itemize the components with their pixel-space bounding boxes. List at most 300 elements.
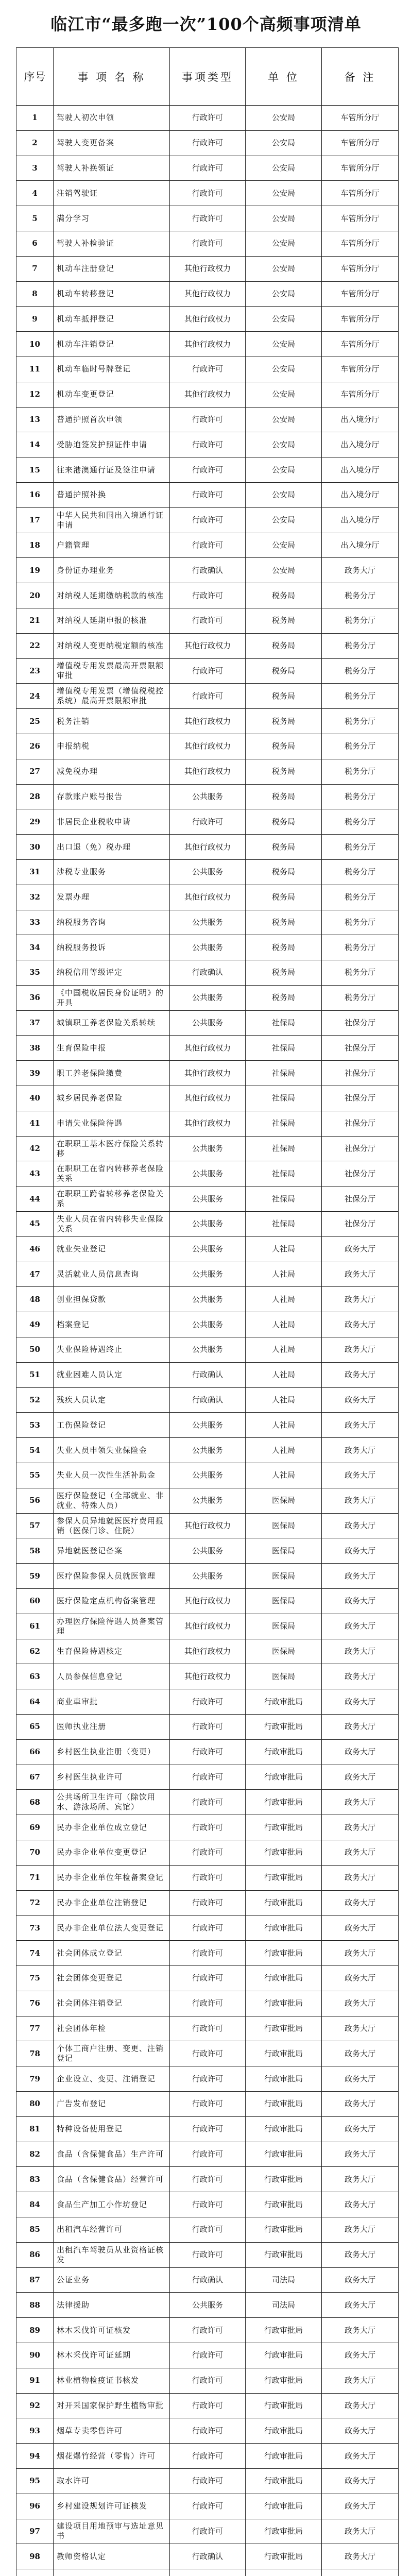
cell-item-name: 增值税专用发票（增值税税控系统）最高开票限额审批	[54, 684, 170, 709]
cell-seq: 25	[16, 709, 54, 734]
table-row	[16, 382, 399, 407]
cell-seq: 3	[16, 156, 54, 181]
cell-unit: 医保局	[246, 1513, 322, 1538]
cell-seq: 88	[16, 2293, 54, 2318]
cell-unit: 司法局	[246, 2267, 322, 2293]
cell-unit: 行政审批局	[246, 2091, 322, 2116]
cell-unit: 行政审批局	[246, 2217, 322, 2242]
table-row	[16, 1438, 399, 1463]
table-row	[16, 407, 399, 432]
cell-note: 税务分厅	[322, 809, 399, 835]
cell-unit: 人社局	[246, 1438, 322, 1463]
cell-item-type: 行政许可	[170, 658, 246, 684]
cell-note: 政务大厅	[322, 1513, 399, 1538]
cell-item-name: 对纳税人变更纳税定额的核准	[54, 633, 170, 658]
table-row	[16, 1815, 399, 1840]
table-row	[16, 156, 399, 181]
table-row	[16, 1287, 399, 1312]
cell-note: 税务分厅	[322, 633, 399, 658]
cell-item-name: 食品（含保健食品）经营许可	[54, 2167, 170, 2192]
cell-item-type: 其他行政权力	[170, 1664, 246, 1689]
cell-unit: 社保局	[246, 1111, 322, 1136]
cell-seq: 27	[16, 759, 54, 784]
cell-item-name: 乡村医生执业许可	[54, 1765, 170, 1790]
cell-item-name: 城乡居民养老保险	[54, 1086, 170, 1111]
cell-item-type: 公共服务	[170, 1413, 246, 1438]
cell-item-name: 申请失业保险待遇	[54, 1111, 170, 1136]
cell-seq: 85	[16, 2217, 54, 2242]
table-row	[16, 2091, 399, 2116]
table-row	[16, 457, 399, 483]
cell-unit: 行政审批局	[246, 1890, 322, 1916]
cell-unit: 行政审批局	[246, 2192, 322, 2217]
cell-note: 政务大厅	[322, 2418, 399, 2444]
cell-unit: 医保局	[246, 1538, 322, 1564]
cell-item-type: 公共服务	[170, 1262, 246, 1287]
cell-item-type: 行政许可	[170, 2444, 246, 2469]
cell-item-type: 行政许可	[170, 130, 246, 156]
cell-item-name: 就业失业登记	[54, 1236, 170, 1262]
cell-item-type: 公共服务	[170, 1187, 246, 1212]
cell-seq: 12	[16, 382, 54, 407]
cell-item-name: 《中国税收居民身份证明》的开具	[54, 985, 170, 1010]
table-row	[16, 1036, 399, 1061]
table-row	[16, 885, 399, 910]
cell-item-type: 行政许可	[170, 2343, 246, 2368]
cell-item-type: 其他行政权力	[170, 256, 246, 281]
cell-seq: 17	[16, 507, 54, 533]
table-row	[16, 2242, 399, 2267]
cell-item-type: 行政许可	[170, 583, 246, 608]
cell-seq: 48	[16, 1287, 54, 1312]
cell-item-name: 林业植物检疫证书核发	[54, 2368, 170, 2393]
table-row	[16, 206, 399, 231]
cell-note: 出入境分厅	[322, 432, 399, 457]
cell-seq: 55	[16, 1463, 54, 1488]
cell-item-type: 行政许可	[170, 206, 246, 231]
cell-note: 政务大厅	[322, 558, 399, 583]
cell-note: 社保分厅	[322, 1212, 399, 1237]
cell-seq: 41	[16, 1111, 54, 1136]
cell-note: 政务大厅	[322, 1865, 399, 1890]
header-name: 事 项 名 称	[54, 48, 170, 106]
table-row	[16, 809, 399, 835]
cell-item-type: 行政许可	[170, 533, 246, 558]
cell-seq: 8	[16, 281, 54, 307]
table-row	[16, 1715, 399, 1740]
cell-item-name: 普通护照补换	[54, 482, 170, 507]
cell-unit: 公安局	[246, 507, 322, 533]
cell-item-name: 涉税专业服务	[54, 859, 170, 885]
cell-seq: 96	[16, 2494, 54, 2519]
table-row	[16, 859, 399, 885]
table-row	[16, 2192, 399, 2217]
cell-item-type: 行政确认	[170, 960, 246, 986]
cell-item-name: 在职职工在省内转移养老保险关系	[54, 1161, 170, 1187]
cell-item-name: 在职职工基本医疗保险关系转移	[54, 1136, 170, 1161]
cell-item-type: 公共服务	[170, 1212, 246, 1237]
cell-item-name: 食品（含保健食品）生产许可	[54, 2142, 170, 2167]
cell-item-name: 创业担保贷款	[54, 1287, 170, 1312]
cell-item-type: 行政许可	[170, 1865, 246, 1890]
cell-note: 政务大厅	[322, 1739, 399, 1765]
cell-unit: 公安局	[246, 206, 322, 231]
cell-seq: 83	[16, 2167, 54, 2192]
cell-seq: 34	[16, 935, 54, 960]
cell-note: 税务分厅	[322, 684, 399, 709]
table-row	[16, 1664, 399, 1689]
cell-unit: 行政审批局	[246, 2066, 322, 2092]
cell-item-name: 机动车抵押登记	[54, 307, 170, 332]
table-row	[16, 2368, 399, 2393]
cell-item-type: 行政许可	[170, 2242, 246, 2267]
cell-item-name: 乡村建设规划许可证核发	[54, 2494, 170, 2519]
cell-item-name: 户籍管理	[54, 533, 170, 558]
cell-note: 出入境分厅	[322, 507, 399, 533]
cell-note: 政务大厅	[322, 2318, 399, 2343]
cell-unit: 社保局	[246, 1086, 322, 1111]
cell-seq: 75	[16, 1965, 54, 1991]
cell-unit: 行政审批局	[246, 2519, 322, 2544]
cell-note: 政务大厅	[322, 1790, 399, 1815]
cell-item-type: 行政许可	[170, 407, 246, 432]
cell-note: 车管所分厅	[322, 307, 399, 332]
cell-seq: 16	[16, 482, 54, 507]
cell-item-name: 身份证办理业务	[54, 558, 170, 583]
cell-unit: 人社局	[246, 1387, 322, 1413]
cell-note: 政务大厅	[322, 2343, 399, 2368]
cell-seq: 29	[16, 809, 54, 835]
table-row	[16, 684, 399, 709]
cell-item-name: 失业人员申领失业保险金	[54, 1438, 170, 1463]
cell-unit: 公安局	[246, 533, 322, 558]
cell-unit: 人社局	[246, 1236, 322, 1262]
cell-item-type: 公共服务	[170, 935, 246, 960]
cell-unit: 税务局	[246, 809, 322, 835]
table-row	[16, 1187, 399, 1212]
cell-unit: 行政审批局	[246, 1991, 322, 2016]
cell-item-type: 行政许可	[170, 1815, 246, 1840]
cell-item-name: 教师资格认定	[54, 2544, 170, 2569]
cell-note: 车管所分厅	[322, 357, 399, 382]
cell-item-type: 行政许可	[170, 2167, 246, 2192]
cell-item-type: 行政许可	[170, 357, 246, 382]
cell-item-type: 行政许可	[170, 1991, 246, 2016]
cell-item-type: 其他行政权力	[170, 1639, 246, 1664]
cell-unit: 人社局	[246, 1287, 322, 1312]
table-row	[16, 1538, 399, 1564]
cell-note: 政务大厅	[322, 1387, 399, 1413]
cell-note: 车管所分厅	[322, 130, 399, 156]
cell-note	[322, 2569, 399, 2576]
cell-unit: 行政审批局	[246, 2393, 322, 2418]
cell-seq: 71	[16, 1865, 54, 1890]
cell-seq: 77	[16, 2016, 54, 2041]
cell-seq: 13	[16, 407, 54, 432]
cell-seq: 87	[16, 2267, 54, 2293]
cell-note: 政务大厅	[322, 1689, 399, 1715]
header-note: 备 注	[322, 48, 399, 106]
cell-item-name: 食品生产加工小作坊登记	[54, 2192, 170, 2217]
cell-item-name: 职工养老保险缴费	[54, 1061, 170, 1086]
cell-seq: 56	[16, 1488, 54, 1513]
cell-unit: 社保局	[246, 1161, 322, 1187]
cell-unit: 社保局	[246, 1010, 322, 1036]
cell-seq: 57	[16, 1513, 54, 1538]
cell-item-name: 公证业务	[54, 2267, 170, 2293]
table-row	[16, 2519, 399, 2544]
cell-note: 税务分厅	[322, 784, 399, 809]
cell-item-type: 行政许可	[170, 2142, 246, 2167]
cell-unit: 公安局	[246, 156, 322, 181]
cell-unit: 税务局	[246, 608, 322, 633]
cell-unit: 人社局	[246, 1262, 322, 1287]
cell-item-type: 行政许可	[170, 181, 246, 206]
cell-item-type: 行政许可	[170, 1840, 246, 1865]
table-row	[16, 608, 399, 633]
cell-seq: 95	[16, 2468, 54, 2494]
cell-note: 政务大厅	[322, 1715, 399, 1740]
cell-item-type: 行政许可	[170, 608, 246, 633]
cell-unit: 行政审批局	[246, 2167, 322, 2192]
cell-item-type: 行政许可	[170, 2217, 246, 2242]
cell-unit: 税务局	[246, 583, 322, 608]
cell-item-type: 公共服务	[170, 1236, 246, 1262]
cell-seq: 45	[16, 1212, 54, 1237]
cell-item-name: 出租汽车驾驶员从业资格证核发	[54, 2242, 170, 2267]
cell-unit: 公安局	[246, 357, 322, 382]
cell-note: 车管所分厅	[322, 382, 399, 407]
table-row	[16, 1061, 399, 1086]
cell-seq: 74	[16, 1941, 54, 1966]
table-row	[16, 1790, 399, 1815]
cell-seq: 4	[16, 181, 54, 206]
cell-item-name: 城镇职工养老保险关系转续	[54, 1010, 170, 1036]
cell-unit: 公安局	[246, 407, 322, 432]
cell-item-name: 民办非企业单位注销登记	[54, 1890, 170, 1916]
cell-note: 政务大厅	[322, 2267, 399, 2293]
cell-note: 政务大厅	[322, 2242, 399, 2267]
cell-item-name: 档案登记	[54, 1312, 170, 1337]
cell-item-name: 林木采伐许可证核发	[54, 2318, 170, 2343]
cell-unit: 人社局	[246, 1312, 322, 1337]
cell-item-type: 行政确认	[170, 1387, 246, 1413]
cell-seq: 58	[16, 1538, 54, 1564]
cell-note: 政务大厅	[322, 1262, 399, 1287]
cell-item-type: 其他行政权力	[170, 885, 246, 910]
table-row	[16, 2468, 399, 2494]
cell-item-name: 企业设立、变更、注销登记	[54, 2066, 170, 2092]
cell-item-name: 中华人民共和国出入境通行证申请	[54, 507, 170, 533]
table-row	[16, 960, 399, 986]
cell-item-name: 办理医疗保险待遇人员备案管理	[54, 1614, 170, 1639]
cell-note: 出入境分厅	[322, 407, 399, 432]
cell-unit: 社保局	[246, 1136, 322, 1161]
cell-item-name: 广告发布登记	[54, 2091, 170, 2116]
cell-unit: 税务局	[246, 734, 322, 759]
cell-item-name: 纳税信用等级评定	[54, 960, 170, 986]
cell-item-type: 行政许可	[170, 2318, 246, 2343]
cell-note: 税务分厅	[322, 910, 399, 935]
cell-item-type: 行政许可	[170, 1890, 246, 1916]
table-row	[16, 2016, 399, 2041]
cell-item-name: 医师执业注册	[54, 1715, 170, 1740]
cell-item-type: 行政许可	[170, 2418, 246, 2444]
cell-item-type: 其他行政权力	[170, 633, 246, 658]
table-row	[16, 1589, 399, 1614]
cell-seq: 72	[16, 1890, 54, 1916]
cell-unit: 行政审批局	[246, 2368, 322, 2393]
cell-note: 政务大厅	[322, 1312, 399, 1337]
cell-unit: 税务局	[246, 859, 322, 885]
cell-note: 税务分厅	[322, 608, 399, 633]
cell-seq: 94	[16, 2444, 54, 2469]
cell-item-type: 其他行政权力	[170, 1614, 246, 1639]
cell-unit: 公安局	[246, 256, 322, 281]
table-row	[16, 432, 399, 457]
cell-seq: 76	[16, 1991, 54, 2016]
cell-seq: 80	[16, 2091, 54, 2116]
cell-unit: 行政审批局	[246, 2544, 322, 2569]
table-row	[16, 507, 399, 533]
table-row	[16, 985, 399, 1010]
cell-note: 税务分厅	[322, 835, 399, 860]
cell-unit: 社保局	[246, 1212, 322, 1237]
cell-unit: 税务局	[246, 759, 322, 784]
table-row	[16, 1865, 399, 1890]
cell-note: 税务分厅	[322, 885, 399, 910]
table-row	[16, 1161, 399, 1187]
cell-item-name: 法律援助	[54, 2293, 170, 2318]
cell-note: 政务大厅	[322, 2192, 399, 2217]
cell-unit: 行政审批局	[246, 1965, 322, 1991]
cell-seq: 81	[16, 2116, 54, 2142]
cell-item-name: 在职职工跨省转移养老保险关系	[54, 1187, 170, 1212]
cell-unit: 公安局	[246, 307, 322, 332]
cell-unit: 人社局	[246, 1362, 322, 1387]
cell-item-name: 建设项目用地预审与选址意见书	[54, 2519, 170, 2544]
cell-note: 政务大厅	[322, 2468, 399, 2494]
cell-seq: 14	[16, 432, 54, 457]
cell-unit: 行政审批局	[246, 1715, 322, 1740]
cell-item-name: 失业保险待遇终止	[54, 1337, 170, 1363]
cell-item-type: 公共服务	[170, 1538, 246, 1564]
cell-note: 出入境分厅	[322, 457, 399, 483]
table-row	[16, 1739, 399, 1765]
table-row	[16, 1236, 399, 1262]
cell-item-type: 行政确认	[170, 2267, 246, 2293]
cell-item-name: 医疗保险参保人员就医管理	[54, 1564, 170, 1589]
cell-unit: 行政审批局	[246, 2444, 322, 2469]
cell-seq: 33	[16, 910, 54, 935]
cell-note: 政务大厅	[322, 1664, 399, 1689]
cell-item-name: 机动车注销登记	[54, 332, 170, 357]
cell-note: 税务分厅	[322, 658, 399, 684]
table-row	[16, 1890, 399, 1916]
cell-note: 税务分厅	[322, 935, 399, 960]
document-title: 临江市“最多跑一次”100个高频事项清单	[50, 14, 362, 34]
table-row	[16, 2167, 399, 2192]
cell-item-type: 公共服务	[170, 1463, 246, 1488]
cell-unit: 公安局	[246, 558, 322, 583]
cell-unit: 人社局	[246, 1413, 322, 1438]
cell-seq: 97	[16, 2519, 54, 2544]
cell-seq: 22	[16, 633, 54, 658]
cell-item-type: 行政许可	[170, 457, 246, 483]
table-row	[16, 1111, 399, 1136]
cell-seq: 61	[16, 1614, 54, 1639]
cell-seq: 20	[16, 583, 54, 608]
cell-seq: 70	[16, 1840, 54, 1865]
cell-unit: 公安局	[246, 231, 322, 256]
cell-note: 政务大厅	[322, 1890, 399, 1916]
cell-item-type: 公共服务	[170, 1136, 246, 1161]
cell-item-name: 异地就医登记备案	[54, 1538, 170, 1564]
table-row	[16, 1337, 399, 1363]
cell-note: 政务大厅	[322, 2066, 399, 2092]
cell-seq: 30	[16, 835, 54, 860]
table-row	[16, 558, 399, 583]
cell-item-name: 驾驶人补检验证	[54, 231, 170, 256]
cell-item-name: 社会团体变更登记	[54, 1965, 170, 1991]
cell-unit: 公安局	[246, 482, 322, 507]
cell-item-type: 行政许可	[170, 1715, 246, 1740]
cell-item-type: 公共服务	[170, 859, 246, 885]
cell-item-type: 公共服务	[170, 1287, 246, 1312]
table-row	[16, 1136, 399, 1161]
table-row	[16, 1212, 399, 1237]
table-row	[16, 1387, 399, 1413]
cell-item-name: 满分学习	[54, 206, 170, 231]
cell-item-type: 其他行政权力	[170, 835, 246, 860]
cell-note: 政务大厅	[322, 1840, 399, 1865]
cell-unit: 行政审批局	[246, 1840, 322, 1865]
cell-note: 税务分厅	[322, 859, 399, 885]
cell-unit: 公安局	[246, 106, 322, 131]
cell-unit: 税务局	[246, 985, 322, 1010]
cell-unit: 税务局	[246, 658, 322, 684]
cell-unit: 医保局	[246, 1664, 322, 1689]
table-row	[16, 1086, 399, 1111]
cell-item-name: 工伤保险登记	[54, 1413, 170, 1438]
cell-seq: 49	[16, 1312, 54, 1337]
cell-seq: 15	[16, 457, 54, 483]
cell-seq: 73	[16, 1916, 54, 1941]
cell-seq: 46	[16, 1236, 54, 1262]
table-row	[16, 1840, 399, 1865]
cell-unit: 行政审批局	[246, 2318, 322, 2343]
cell-seq: 2	[16, 130, 54, 156]
cell-item-type: 行政许可	[170, 1689, 246, 1715]
cell-item-name: 公共场所卫生许可（除饮用水、游泳场所、宾馆）	[54, 1790, 170, 1815]
cell-item-type: 其他行政权力	[170, 1086, 246, 1111]
cell-unit: 公安局	[246, 382, 322, 407]
cell-item-type: 行政许可	[170, 507, 246, 533]
cell-item-type: 行政许可	[170, 231, 246, 256]
cell-seq: 51	[16, 1362, 54, 1387]
cell-item-name: 商业車审批	[54, 1689, 170, 1715]
cell-item-name: 往来港澳通行证及签注申请	[54, 457, 170, 483]
cell-item-name	[54, 2569, 170, 2576]
cell-note: 社保分厅	[322, 1111, 399, 1136]
header-unit: 单 位	[246, 48, 322, 106]
table-row	[16, 784, 399, 809]
cell-item-name: 失业人员一次性生活补助金	[54, 1463, 170, 1488]
cell-seq: 39	[16, 1061, 54, 1086]
cell-note: 税务分厅	[322, 960, 399, 986]
cell-note: 税务分厅	[322, 985, 399, 1010]
table-row	[16, 1689, 399, 1715]
